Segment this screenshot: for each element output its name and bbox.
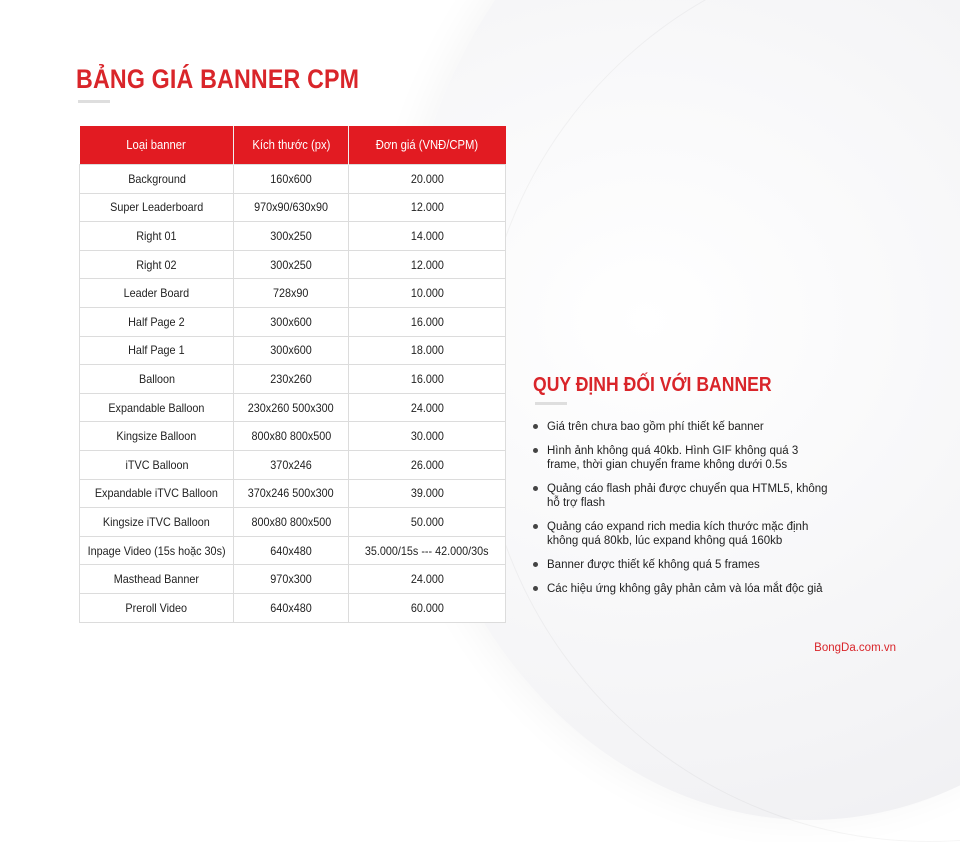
cell-price: 24.000 bbox=[348, 565, 505, 594]
cell-banner-type: Balloon bbox=[80, 365, 234, 394]
price-table bbox=[79, 126, 506, 623]
cell-price: 50.000 bbox=[348, 508, 505, 537]
rule-text: Quảng cáo flash phải được chuyển qua HTML5, không hỗ trợ flash bbox=[547, 483, 828, 509]
table-row bbox=[80, 479, 506, 508]
cell-price: 39.000 bbox=[348, 479, 505, 508]
cell-size: 230x260 500x300 bbox=[234, 393, 349, 422]
cell-banner-type: Preroll Video bbox=[80, 593, 234, 622]
cell-size: 640x480 bbox=[234, 536, 349, 565]
header-banner-type: Loại banner bbox=[80, 126, 234, 165]
rule-item bbox=[533, 420, 833, 434]
cell-size: 300x250 bbox=[234, 222, 349, 251]
table-row bbox=[80, 250, 506, 279]
title-underline bbox=[78, 100, 110, 103]
rule-text: Giá trên chưa bao gồm phí thiết kế banner bbox=[547, 421, 764, 433]
cell-size: 800x80 800x500 bbox=[234, 422, 349, 451]
bullet-icon bbox=[533, 586, 538, 591]
cell-banner-type: Expandable Balloon bbox=[80, 393, 234, 422]
table-row bbox=[80, 222, 506, 251]
table-header-row bbox=[80, 126, 506, 165]
cell-banner-type: Expandable iTVC Balloon bbox=[80, 479, 234, 508]
header-size: Kích thước (px) bbox=[234, 126, 349, 165]
cell-banner-type: iTVC Balloon bbox=[80, 450, 234, 479]
cell-size: 370x246 500x300 bbox=[234, 479, 349, 508]
cell-size: 970x90/630x90 bbox=[234, 193, 349, 222]
table-row bbox=[80, 565, 506, 594]
rules-underline bbox=[535, 402, 567, 405]
cell-size: 970x300 bbox=[234, 565, 349, 594]
rule-item bbox=[533, 482, 833, 510]
header-price: Đơn giá (VNĐ/CPM) bbox=[348, 126, 505, 165]
table-row bbox=[80, 422, 506, 451]
table-row bbox=[80, 593, 506, 622]
table-row bbox=[80, 165, 506, 194]
bullet-icon bbox=[533, 524, 538, 529]
cell-price: 14.000 bbox=[348, 222, 505, 251]
cell-banner-type: Kingsize Balloon bbox=[80, 422, 234, 451]
rule-item bbox=[533, 558, 833, 572]
cell-banner-type: Half Page 2 bbox=[80, 307, 234, 336]
rule-text: Hình ảnh không quá 40kb. Hình GIF không quá 3 frame, thời gian chuyển frame không dưới 0.5s bbox=[547, 445, 799, 471]
bullet-icon bbox=[533, 424, 538, 429]
rule-text: Banner được thiết kế không quá 5 frames bbox=[547, 559, 760, 571]
cell-price: 26.000 bbox=[348, 450, 505, 479]
cell-size: 370x246 bbox=[234, 450, 349, 479]
table-row bbox=[80, 336, 506, 365]
page-title: BẢNG GIÁ BANNER CPM bbox=[76, 64, 360, 94]
cell-size: 300x250 bbox=[234, 250, 349, 279]
cell-banner-type: Half Page 1 bbox=[80, 336, 234, 365]
cell-banner-type: Super Leaderboard bbox=[80, 193, 234, 222]
cell-price: 30.000 bbox=[348, 422, 505, 451]
table-row bbox=[80, 393, 506, 422]
cell-size: 300x600 bbox=[234, 307, 349, 336]
cell-price: 12.000 bbox=[348, 193, 505, 222]
cell-price: 10.000 bbox=[348, 279, 505, 308]
cell-size: 800x80 800x500 bbox=[234, 508, 349, 537]
cell-size: 640x480 bbox=[234, 593, 349, 622]
cell-size: 230x260 bbox=[234, 365, 349, 394]
cell-price: 12.000 bbox=[348, 250, 505, 279]
rule-text: Quảng cáo expand rich media kích thước mặc định không quá 80kb, lúc expand không quá 160kb bbox=[547, 521, 809, 547]
cell-size: 728x90 bbox=[234, 279, 349, 308]
rule-item bbox=[533, 520, 833, 548]
cell-size: 160x600 bbox=[234, 165, 349, 194]
brand-footer: BongDa.com.vn bbox=[814, 642, 896, 654]
table-row bbox=[80, 365, 506, 394]
bullet-icon bbox=[533, 448, 538, 453]
rules-title: QUY ĐỊNH ĐỐI VỚI BANNER bbox=[533, 374, 772, 396]
bullet-icon bbox=[533, 486, 538, 491]
cell-price: 20.000 bbox=[348, 165, 505, 194]
table-row bbox=[80, 279, 506, 308]
bullet-icon bbox=[533, 562, 538, 567]
cell-price: 16.000 bbox=[348, 307, 505, 336]
cell-price: 16.000 bbox=[348, 365, 505, 394]
rule-text: Các hiệu ứng không gây phản cảm và lóa mắt độc giả bbox=[547, 583, 823, 595]
table-row bbox=[80, 508, 506, 537]
table-row bbox=[80, 450, 506, 479]
cell-price: 18.000 bbox=[348, 336, 505, 365]
cell-price: 24.000 bbox=[348, 393, 505, 422]
table-row bbox=[80, 307, 506, 336]
cell-banner-type: Right 02 bbox=[80, 250, 234, 279]
rule-item bbox=[533, 444, 833, 472]
cell-banner-type: Right 01 bbox=[80, 222, 234, 251]
rules-list bbox=[533, 420, 833, 606]
rule-item bbox=[533, 582, 833, 596]
cell-price: 60.000 bbox=[348, 593, 505, 622]
cell-banner-type: Inpage Video (15s hoặc 30s) bbox=[80, 536, 234, 565]
cell-price: 35.000/15s --- 42.000/30s bbox=[348, 536, 505, 565]
cell-banner-type: Background bbox=[80, 165, 234, 194]
table-row bbox=[80, 536, 506, 565]
table-row bbox=[80, 193, 506, 222]
cell-size: 300x600 bbox=[234, 336, 349, 365]
cell-banner-type: Masthead Banner bbox=[80, 565, 234, 594]
cell-banner-type: Kingsize iTVC Balloon bbox=[80, 508, 234, 537]
cell-banner-type: Leader Board bbox=[80, 279, 234, 308]
price-table-body bbox=[80, 165, 506, 623]
